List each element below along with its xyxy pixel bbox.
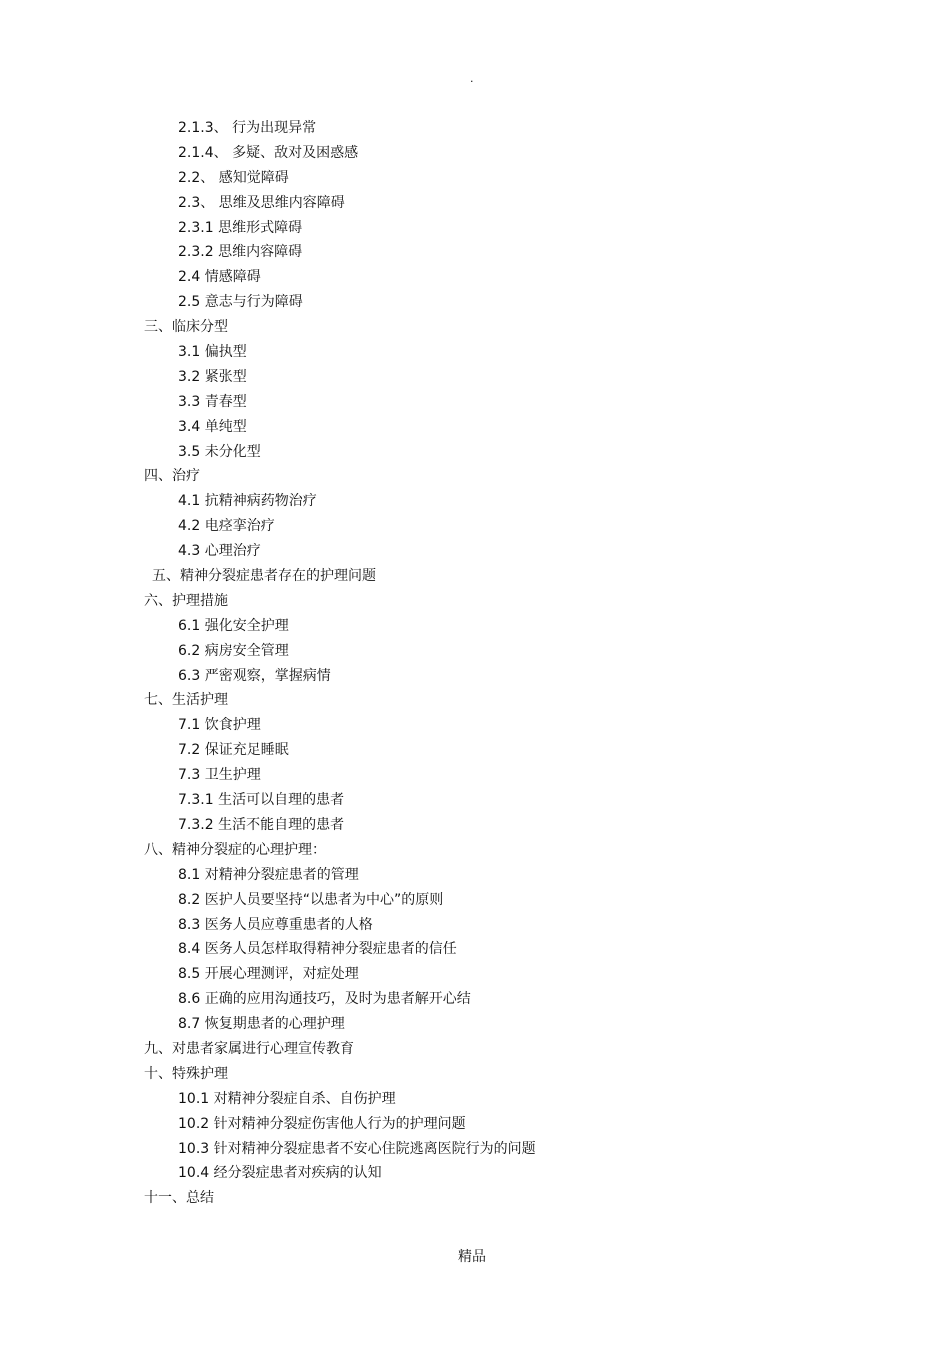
toc-subsection-item: 8.3 医务人员应尊重患者的人格 bbox=[178, 916, 373, 933]
toc-subsection-item: 6.3 严密观察，掌握病情 bbox=[178, 667, 331, 684]
header-mark: . bbox=[470, 72, 474, 85]
toc-subsection-item: 6.2 病房安全管理 bbox=[178, 642, 289, 659]
toc-subsection-item: 2.4 情感障碍 bbox=[178, 269, 261, 286]
toc-subsection-item: 8.2 医护人员要坚持“以患者为中心”的原则 bbox=[178, 891, 444, 908]
toc-subsection-item: 2.3.2 思维内容障碍 bbox=[178, 244, 303, 261]
toc-subsection-item: 7.2 保证充足睡眠 bbox=[178, 742, 289, 759]
toc-subsection-item: 7.3.2 生活不能自理的患者 bbox=[178, 816, 345, 833]
toc-subsection-item: 2.3.1 思维形式障碍 bbox=[178, 219, 303, 236]
toc-subsection-item: 10.1 对精神分裂症自杀、自伤护理 bbox=[178, 1090, 396, 1107]
toc-subsection-item: 7.3.1 生活可以自理的患者 bbox=[178, 792, 345, 809]
toc-subsection-item: 2.1.3、 行为出现异常 bbox=[178, 120, 317, 136]
toc-subsection-item: 3.4 单纯型 bbox=[178, 418, 247, 435]
toc-subsection-item: 7.1 饮食护理 bbox=[178, 717, 261, 734]
toc-subsection-item: 10.3 针对精神分裂症患者不安心住院逃离医院行为的问题 bbox=[178, 1140, 536, 1157]
toc-subsection-item: 3.3 青春型 bbox=[178, 393, 247, 410]
table-of-contents bbox=[0, 116, 950, 1211]
toc-section-heading: 五、精神分裂症患者存在的护理问题 bbox=[152, 568, 376, 585]
toc-section-heading: 八、精神分裂症的心理护理： bbox=[144, 841, 326, 858]
toc-section-heading: 九、对患者家属进行心理宣传教育 bbox=[144, 1040, 354, 1057]
toc-subsection-item: 4.1 抗精神病药物治疗 bbox=[178, 493, 317, 510]
toc-subsection-item: 2.3、 思维及思维内容障碍 bbox=[178, 194, 345, 211]
toc-subsection-item: 8.1 对精神分裂症患者的管理 bbox=[178, 866, 359, 883]
toc-subsection-item: 4.2 电痉挛治疗 bbox=[178, 518, 275, 535]
toc-subsection-item: 8.5 开展心理测评，对症处理 bbox=[178, 966, 359, 983]
toc-section-heading: 七、生活护理 bbox=[144, 692, 228, 709]
toc-section-heading: 十、特殊护理 bbox=[144, 1065, 228, 1082]
toc-subsection-item: 2.5 意志与行为障碍 bbox=[178, 294, 303, 311]
footer-label: 精品 bbox=[458, 1249, 486, 1265]
toc-subsection-item: 6.1 强化安全护理 bbox=[178, 617, 289, 634]
toc-section-heading: 六、护理措施 bbox=[144, 592, 228, 609]
toc-subsection-item: 2.2、 感知觉障碍 bbox=[178, 169, 289, 186]
toc-subsection-item: 2.1.4、 多疑、敌对及困惑感 bbox=[178, 144, 359, 161]
toc-section-heading: 四、治疗 bbox=[144, 468, 200, 485]
toc-subsection-item: 3.1 偏执型 bbox=[178, 344, 247, 361]
toc-subsection-item: 8.7 恢复期患者的心理护理 bbox=[178, 1016, 345, 1033]
toc-section-heading: 三、临床分型 bbox=[144, 319, 228, 336]
toc-subsection-item: 10.4 经分裂症患者对疾病的认知 bbox=[178, 1165, 382, 1182]
toc-section-heading: 十一、总结 bbox=[144, 1190, 214, 1207]
toc-subsection-item: 3.2 紧张型 bbox=[178, 368, 247, 385]
toc-subsection-item: 8.6 正确的应用沟通技巧，及时为患者解开心结 bbox=[178, 991, 471, 1008]
toc-subsection-item: 8.4 医务人员怎样取得精神分裂症患者的信任 bbox=[178, 941, 457, 958]
toc-subsection-item: 4.3 心理治疗 bbox=[178, 543, 261, 560]
toc-subsection-item: 3.5 未分化型 bbox=[178, 443, 261, 460]
toc-subsection-item: 10.2 针对精神分裂症伤害他人行为的护理问题 bbox=[178, 1115, 466, 1132]
toc-subsection-item: 7.3 卫生护理 bbox=[178, 767, 261, 784]
